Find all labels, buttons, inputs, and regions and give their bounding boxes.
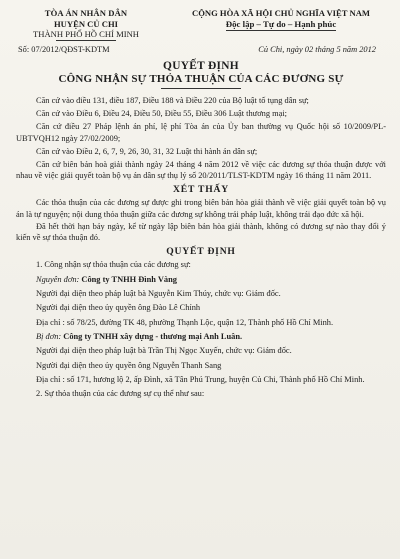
findings xyxy=(16,197,386,243)
court-name: TÒA ÁN NHÂN DÂN xyxy=(44,8,128,18)
legal-grounds xyxy=(16,95,386,181)
title-divider xyxy=(161,88,241,89)
plaintiff-authorized-representative: Người đại diện theo ủy quyền ông Đào Lê Chính xyxy=(36,303,201,313)
document-number: Số: 07/2012/QĐST-KDTM xyxy=(18,45,110,54)
national-heading xyxy=(176,8,386,41)
title-line-2: CÔNG NHẬN SỰ THỎA THUẬN CỦA CÁC ĐƯƠNG SỰ xyxy=(58,73,344,85)
section-heading-findings: XÉT THẤY xyxy=(173,184,229,196)
national-motto: Độc lập – Tự do – Hạnh phúc xyxy=(225,18,337,29)
title-line-1: QUYẾT ĐỊNH xyxy=(163,60,239,72)
ground-paragraph: Căn cứ điều 27 Pháp lệnh án phí, lệ phí Tòa án của Ủy ban thường vụ Quốc hội số 10/2009/PL-UBTVQH12 ngày 27/02/2009; xyxy=(16,122,386,143)
finding-paragraph: Đã hết thời hạn bảy ngày, kể từ ngày lập biên bản hòa giải thành, không có đương sự nào thay đổi ý kiến về sự thỏa thuận đó. xyxy=(16,221,386,243)
decision-body xyxy=(16,259,386,400)
finding-paragraph: Các thỏa thuận của các đương sự được ghi trong biên bản hòa giải thành về việc giải quyết toàn bộ vụ án là tự nguyện; nội dung thỏa thuận giữa các đương sự không trái pháp luật, không trái đạo đức xã hội. xyxy=(16,198,386,219)
document-title xyxy=(16,60,386,89)
plaintiff-name: Công ty TNHH Đình Vàng xyxy=(81,274,177,284)
issuing-authority xyxy=(16,8,156,41)
district-name: HUYỆN CỦ CHI xyxy=(54,18,118,29)
header-divider xyxy=(56,40,116,41)
place-and-date: Củ Chi, ngày 02 tháng 5 năm 2012 xyxy=(258,45,376,54)
city-name: THÀNH PHỐ HỒ CHÍ MINH xyxy=(33,29,139,39)
defendant-heading xyxy=(16,331,386,342)
section-heading-decision: QUYẾT ĐỊNH xyxy=(166,246,236,258)
ground-paragraph: Căn cứ vào điều 131, điều 187, Điều 188 và Điều 220 của Bộ luật tố tụng dân sự; xyxy=(36,96,309,105)
ground-paragraph: Căn cứ vào Điều 2, 6, 7, 9, 26, 30, 31, 32 Luật thi hành án dân sự; xyxy=(36,146,258,156)
defendant-name: Công ty TNHH xây dựng - thương mại Anh Luân. xyxy=(63,332,243,342)
plaintiff-role: Nguyên đơn: xyxy=(36,274,80,284)
plaintiff-heading xyxy=(16,274,386,285)
defendant-role: Bị đơn: xyxy=(36,332,62,342)
plaintiff-legal-representative: Người đại diện theo pháp luật bà Nguyễn Kim Thúy, chức vụ: Giám đốc. xyxy=(36,289,281,299)
decision-item-1: 1. Công nhận sự thỏa thuận của các đương sự: xyxy=(36,260,191,270)
ground-paragraph: Căn cứ biên bản hoà giải thành ngày 24 tháng 4 năm 2012 về việc các đương sự thỏa thuận được với nhau về việc giải quyết toàn bộ vụ án dân sự thụ lý số 20/2011/TLST-KDTM ngày 16 tháng 11 năm 2011. xyxy=(16,160,386,181)
defendant-address: Địa chỉ : số 171, hương lộ 2, ấp Đình, xã Tân Phú Trung, huyện Củ Chi, Thành phố Hồ Chí Minh. xyxy=(36,375,365,385)
document-meta xyxy=(16,45,386,54)
ground-paragraph: Căn cứ vào Điều 6, Điều 24, Điều 50, Điều 55, Điều 306 Luật thương mại; xyxy=(36,109,287,119)
nation-name: CỘNG HÒA XÃ HỘI CHỦ NGHĨA VIỆT NAM xyxy=(191,8,371,18)
decision-item-2: 2. Sự thỏa thuận của các đương sự cụ thể như sau: xyxy=(36,389,205,399)
document-header xyxy=(16,8,386,41)
defendant-authorized-representative: Người đại diện theo ủy quyền ông Nguyễn Thanh Sang xyxy=(36,360,222,370)
defendant-legal-representative: Người đại diện theo pháp luật bà Trần Thị Ngọc Xuyến, chức vụ: Giám đốc. xyxy=(36,346,292,356)
plaintiff-address: Địa chỉ : số 78/25, đường TK 48, phường Thạnh Lộc, quận 12, Thành phố Hồ Chí Minh. xyxy=(36,317,334,327)
